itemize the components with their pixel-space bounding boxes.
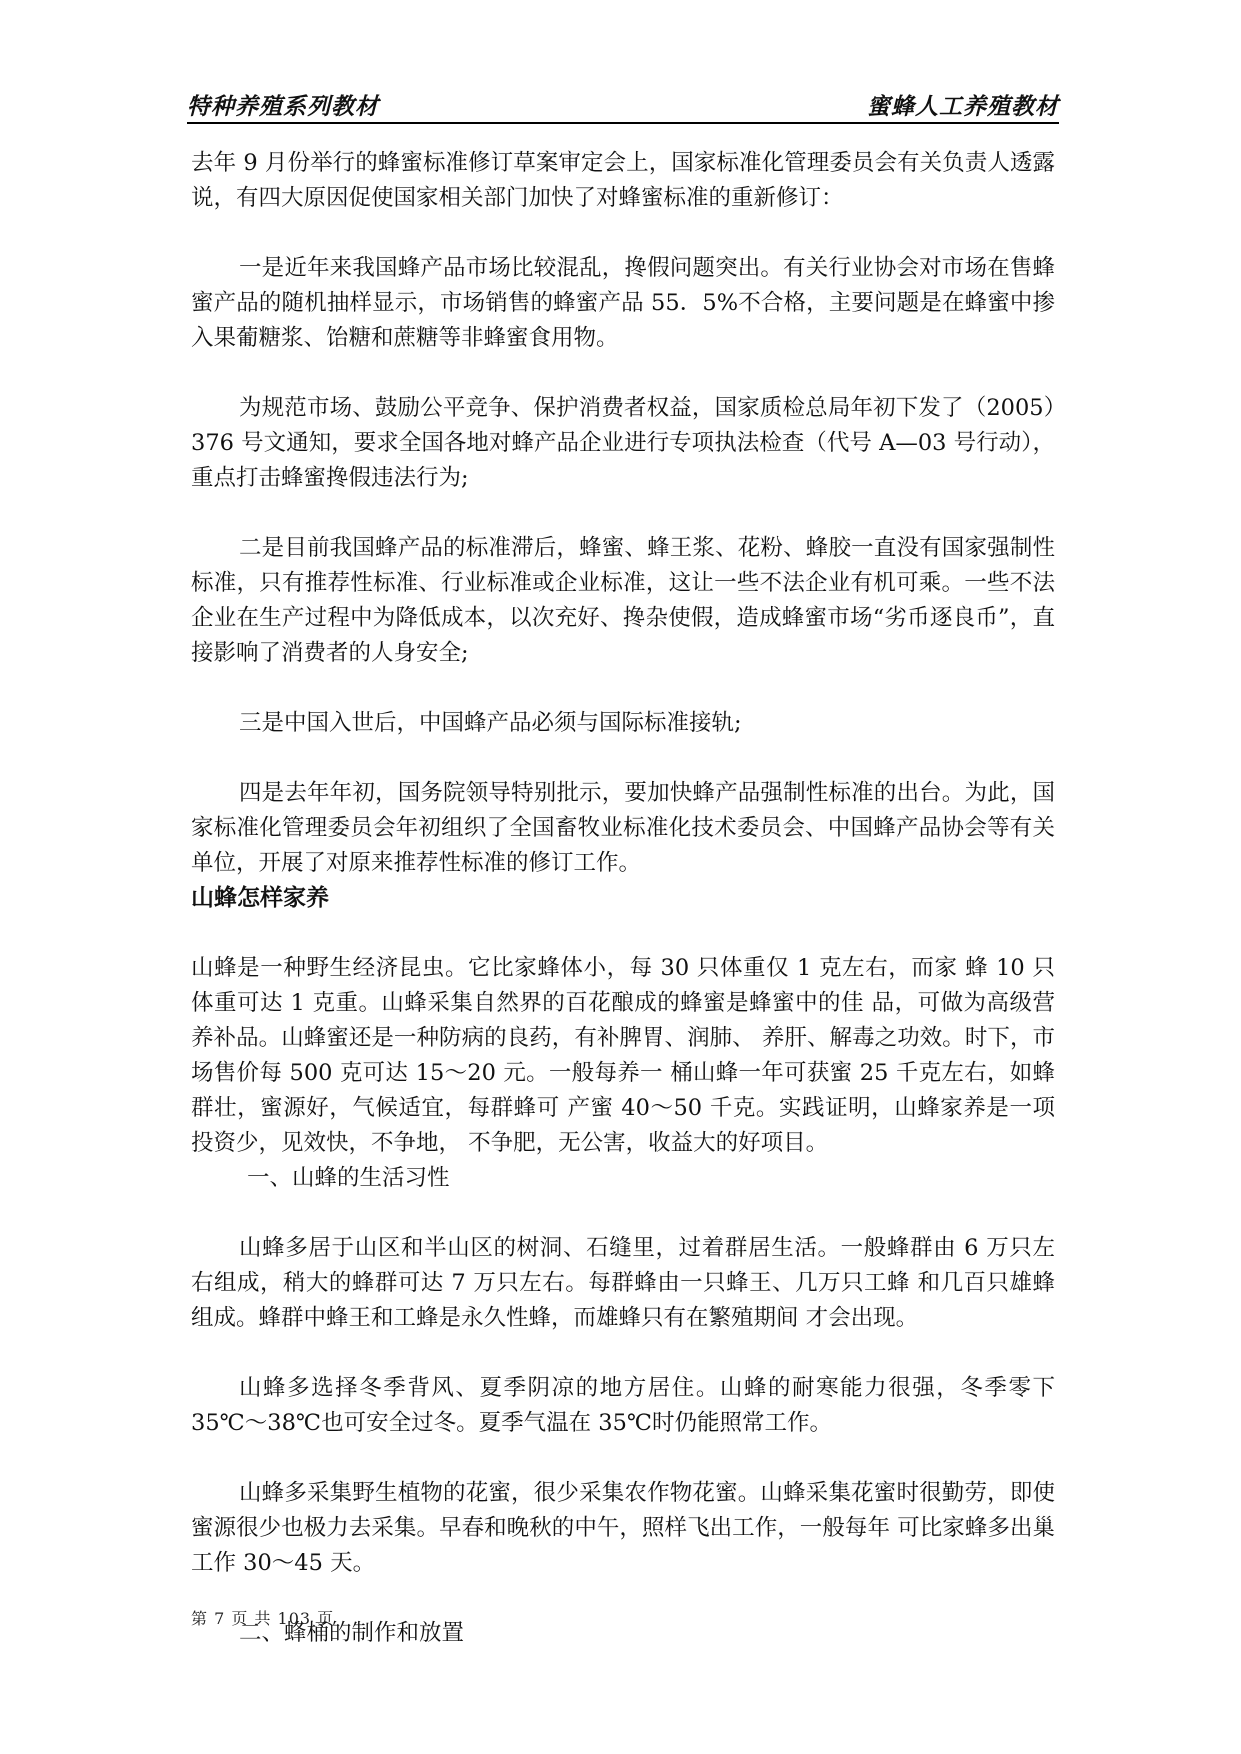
paragraph-intro: 去年 9 月份举行的蜂蜜标准修订草案审定会上，国家标准化管理委员会有关负责人透露说，有四大原因促使国家相关部门加快了对蜂蜜标准的重新修订： (191, 150, 1055, 211)
subheading-hive-making: 二、蜂桶的制作和放置 (239, 1620, 465, 1646)
paragraph-regulation: 为规范市场、鼓励公平竞争、保护消费者权益，国家质检总局年初下发了（2005）376 号文通知，要求全国各地对蜂产品企业进行专项执法检查（代号 A—03 号行动），重点打击蜂蜜搀假违法行为; (191, 395, 1055, 491)
paragraph-reason-two: 二是目前我国蜂产品的标准滞后，蜂蜜、蜂王浆、花粉、蜂胶一直没有国家强制性标准，只有推荐性标准、行业标准或企业标准，这让一些不法企业有机可乘。一些不法企业在生产过程中为降低成本，以次充好、搀杂使假，造成蜂蜜市场“劣币逐良币”，直接影响了消费者的人身安全; (191, 535, 1055, 666)
paragraph-colony: 山蜂多居于山区和半山区的树洞、石缝里，过着群居生活。一般蜂群由 6 万只左右组成，稍大的蜂群可达 7 万只左右。每群蜂由一只蜂王、几万只工蜂 和几百只雄蜂组成。蜂群中蜂王和工蜂是永久性蜂，而雄蜂只有在繁殖期间 才会出现。 (191, 1235, 1055, 1331)
page-header (187, 86, 1059, 124)
paragraph-reason-three: 三是中国入世后，中国蜂产品必须与国际标准接轨; (239, 710, 742, 736)
subheading-living-habits: 一、山蜂的生活习性 (247, 1165, 450, 1191)
paragraph-habitat: 山蜂多选择冬季背风、夏季阴凉的地方居住。山蜂的耐寒能力很强，冬季零下 35℃～38℃也可安全过冬。夏季气温在 35℃时仍能照常工作。 (191, 1375, 1055, 1436)
paragraph-mountain-bee-intro: 山蜂是一种野生经济昆虫。它比家蜂体小，每 30 只体重仅 1 克左右，而家 蜂 10 只体重可达 1 克重。山蜂采集自然界的百花酿成的蜂蜜是蜂蜜中的佳 品，可做为高级营养补品。山蜂蜜还是一种防病的良药，有补脾胃、润肺、 养肝、解毒之功效。时下，市场售价每 500 克可达 15～20 元。一般每养一 桶山蜂一年可获蜜 25 千克左右，如蜂群壮，蜜源好，气候适宜，每群蜂可 产蜜 40～50 千克。实践证明，山蜂家养是一项投资少，见效快，不争地， 不争肥，无公害，收益大的好项目。 (191, 955, 1055, 1156)
paragraph-reason-one: 一是近年来我国蜂产品市场比较混乱，搀假问题突出。有关行业协会对市场在售蜂蜜产品的随机抽样显示，市场销售的蜂蜜产品 55．5%不合格，主要问题是在蜂蜜中掺入果葡糖浆、饴糖和蔗糖等非蜂蜜食用物。 (191, 255, 1055, 351)
paragraph-foraging: 山蜂多采集野生植物的花蜜，很少采集农作物花蜜。山蜂采集花蜜时很勤劳，即使蜜源很少也极力去采集。早春和晚秋的中午，照样飞出工作，一般每年 可比家蜂多出巢工作 30～45 天。 (191, 1480, 1055, 1576)
paragraph-reason-four: 四是去年年初，国务院领导特别批示，要加快蜂产品强制性标准的出台。为此，国家标准化管理委员会年初组织了全国畜牧业标准化技术委员会、中国蜂产品协会等有关单位，开展了对原来推荐性标准的修订工作。 (191, 780, 1055, 876)
document-body (191, 146, 1055, 1651)
section-title: 山蜂怎样家养 (191, 885, 329, 911)
header-book-title: 蜜蜂人工养殖教材 (867, 94, 1059, 120)
page-number: 第 7 页 共 103 页 (191, 1609, 335, 1628)
header-series-title: 特种养殖系列教材 (187, 94, 379, 120)
